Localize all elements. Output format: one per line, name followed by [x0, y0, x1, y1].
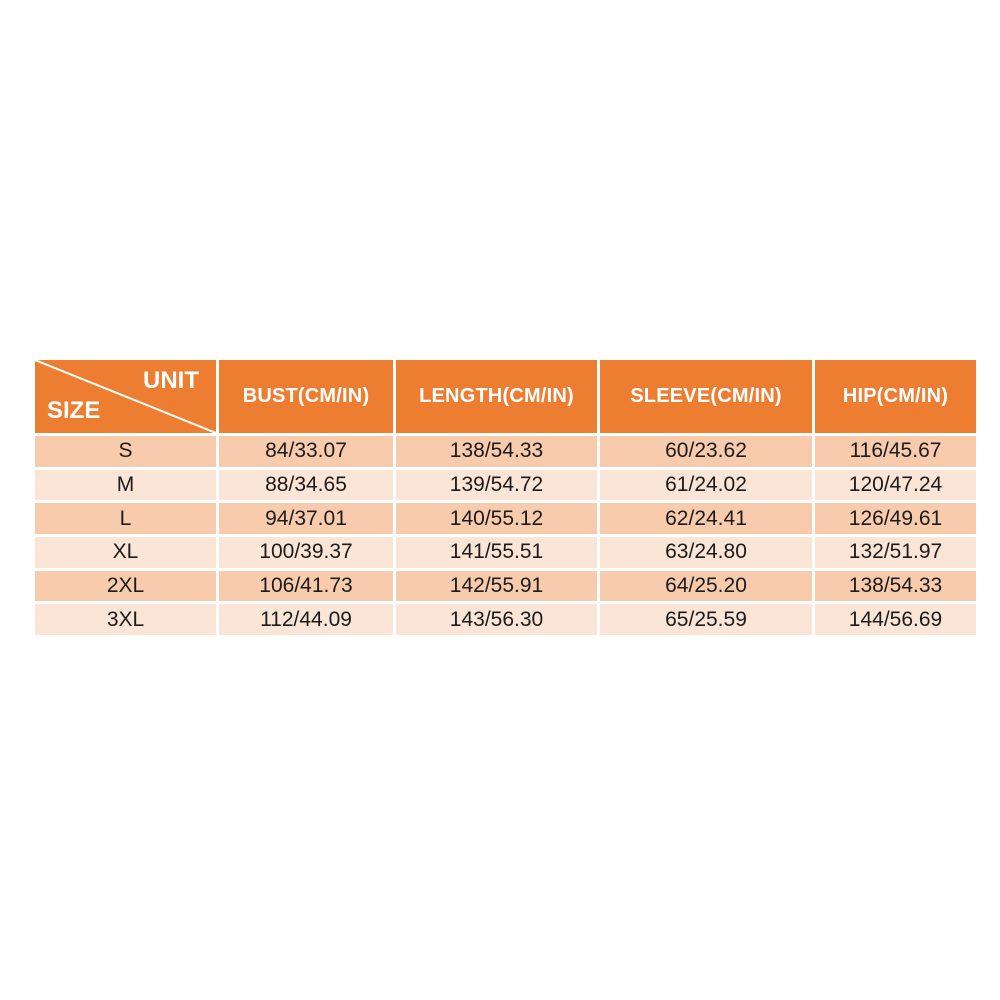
cell-sleeve: 63/24.80	[600, 537, 812, 568]
cell-length: 140/55.12	[396, 503, 597, 534]
header-cell-bust: BUST(CM/IN)	[219, 360, 393, 433]
size-chart-table	[35, 360, 964, 635]
cell-length: 141/55.51	[396, 537, 597, 568]
cell-hip: 126/49.61	[815, 503, 976, 534]
cell-bust: 88/34.65	[219, 470, 393, 501]
cell-hip: 116/45.67	[815, 436, 976, 467]
header-cell-hip: HIP(CM/IN)	[815, 360, 976, 433]
cell-hip: 132/51.97	[815, 537, 976, 568]
cell-length: 143/56.30	[396, 604, 597, 635]
cell-sleeve: 62/24.41	[600, 503, 812, 534]
cell-bust: 100/39.37	[219, 537, 393, 568]
cell-sleeve: 64/25.20	[600, 571, 812, 602]
cell-sleeve: 60/23.62	[600, 436, 812, 467]
cell-bust: 106/41.73	[219, 571, 393, 602]
cell-hip: 138/54.33	[815, 571, 976, 602]
corner-unit-label: UNIT	[143, 367, 199, 394]
row-size-label: M	[35, 470, 216, 501]
cell-hip: 120/47.24	[815, 470, 976, 501]
corner-header-cell	[35, 360, 216, 433]
cell-bust: 112/44.09	[219, 604, 393, 635]
cell-sleeve: 65/25.59	[600, 604, 812, 635]
corner-size-label: SIZE	[47, 397, 101, 424]
cell-bust: 94/37.01	[219, 503, 393, 534]
row-size-label: 3XL	[35, 604, 216, 635]
cell-bust: 84/33.07	[219, 436, 393, 467]
cell-length: 139/54.72	[396, 470, 597, 501]
row-size-label: XL	[35, 537, 216, 568]
row-size-label: 2XL	[35, 571, 216, 602]
cell-hip: 144/56.69	[815, 604, 976, 635]
row-size-label: S	[35, 436, 216, 467]
header-cell-length: LENGTH(CM/IN)	[396, 360, 597, 433]
cell-length: 142/55.91	[396, 571, 597, 602]
cell-length: 138/54.33	[396, 436, 597, 467]
row-size-label: L	[35, 503, 216, 534]
cell-sleeve: 61/24.02	[600, 470, 812, 501]
header-cell-sleeve: SLEEVE(CM/IN)	[600, 360, 812, 433]
